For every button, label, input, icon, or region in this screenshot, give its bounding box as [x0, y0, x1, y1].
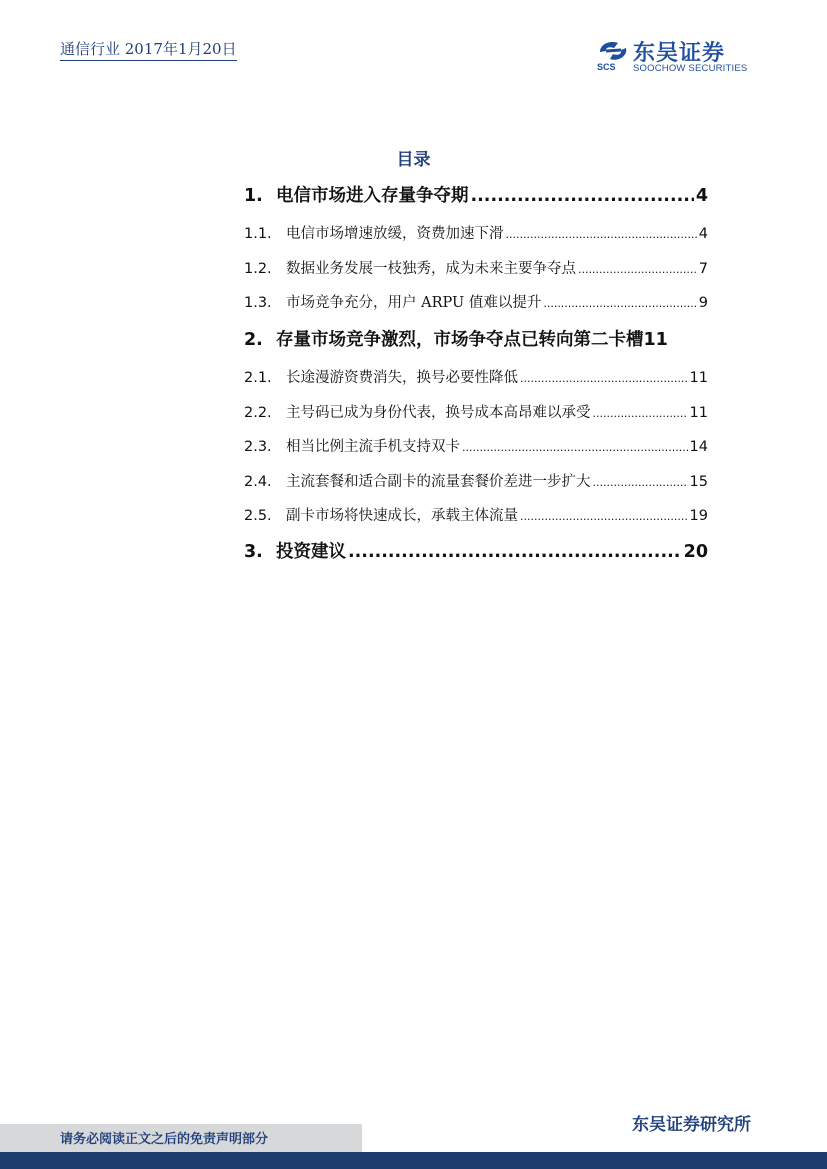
logo-chinese-name: 东吴证券: [633, 41, 726, 66]
footer-organization: 东吴证券研究所: [632, 1115, 751, 1135]
toc-entry-title: 电信市场进入存量争夺期: [276, 186, 469, 206]
toc-leader-dots: [462, 441, 688, 454]
toc-leader-dots: [593, 407, 688, 420]
toc-entry-page: 9: [698, 295, 708, 311]
toc-leader-dots: [520, 510, 688, 523]
toc-entry[interactable]: [244, 257, 708, 278]
toc-title: 目录: [396, 150, 431, 170]
toc-entry[interactable]: [244, 538, 708, 563]
toc-entry-number: 1.1.: [244, 226, 272, 242]
toc-entry-page: 19: [689, 508, 708, 524]
toc-entry-page: 14: [689, 439, 708, 455]
toc-entry-page: 20: [683, 542, 708, 562]
toc-entry-page: 11: [689, 405, 708, 421]
toc-entry-number: 2.3.: [244, 439, 272, 455]
toc-entry-title: 电信市场增速放缓，资费加速下滑: [286, 226, 504, 242]
toc-entry[interactable]: [244, 291, 708, 312]
toc-entry[interactable]: [244, 326, 708, 351]
toc-entry-page: 11: [689, 370, 708, 386]
toc-entry-number: 2.5.: [244, 508, 272, 524]
toc-leader-dots: [520, 372, 688, 385]
toc-entry-number: 3.: [244, 542, 263, 562]
toc-entry-number: 1.3.: [244, 295, 272, 311]
logo-english-name: SOOCHOW SECURITIES: [633, 63, 748, 74]
toc-entry-page: 15: [689, 474, 708, 490]
toc-entry[interactable]: [244, 366, 708, 387]
toc-entry-number: 1.2.: [244, 261, 272, 277]
toc-entry-number: 2.2.: [244, 405, 272, 421]
toc-entry-page: 11: [643, 330, 668, 350]
toc-leader-dots: [348, 542, 682, 562]
toc-entry-title: 存量市场竞争激烈，市场争夺点已转向第二卡槽: [276, 330, 644, 350]
toc-entry[interactable]: [244, 401, 708, 422]
footer-disclaimer: 请务必阅读正文之后的免责声明部分: [60, 1132, 269, 1147]
toc-entry-number: 2.1.: [244, 370, 272, 386]
toc-entry-number: 2.4.: [244, 474, 272, 490]
toc-entry-title: 主流套餐和适合副卡的流量套餐价差进一步扩大: [286, 474, 591, 490]
toc-entry-title: 相当比例主流手机支持双卡: [286, 439, 460, 455]
toc-entry[interactable]: [244, 435, 708, 456]
toc-entry-title: 副卡市场将快速成长，承载主体流量: [286, 508, 518, 524]
toc-leader-dots: [506, 228, 697, 241]
toc-leader-dots: [578, 263, 697, 276]
toc-entry-title: 市场竞争充分，用户 ARPU 值难以提升: [286, 295, 542, 311]
toc-entry[interactable]: [244, 504, 708, 525]
toc-entry[interactable]: [244, 470, 708, 491]
toc-entry-title: 数据业务发展一枝独秀，成为未来主要争夺点: [286, 261, 576, 277]
logo-mark-icon: [596, 38, 630, 72]
company-logo: [596, 38, 766, 78]
header-report-info: 通信行业 2017年1月20日: [60, 38, 237, 61]
toc-entry-number: 2.: [244, 330, 263, 350]
toc-entry[interactable]: [244, 182, 708, 207]
toc-leader-dots: [593, 476, 688, 489]
footer-bar: [0, 1152, 827, 1169]
toc-entry-title: 投资建议: [276, 542, 346, 562]
logo-mark-text: SCS: [597, 62, 616, 72]
toc-entry-page: 4: [698, 226, 708, 242]
toc-entry-number: 1.: [244, 186, 263, 206]
toc-leader-dots: [543, 297, 696, 310]
toc-entry-page: 4: [695, 186, 708, 206]
toc-entry-page: 7: [698, 261, 708, 277]
toc-leader-dots: [471, 186, 694, 206]
toc-entry-title: 主号码已成为身份代表，换号成本高昂难以承受: [286, 405, 591, 421]
toc-entry-title: 长途漫游资费消失，换号必要性降低: [286, 370, 518, 386]
toc-entry[interactable]: [244, 222, 708, 243]
